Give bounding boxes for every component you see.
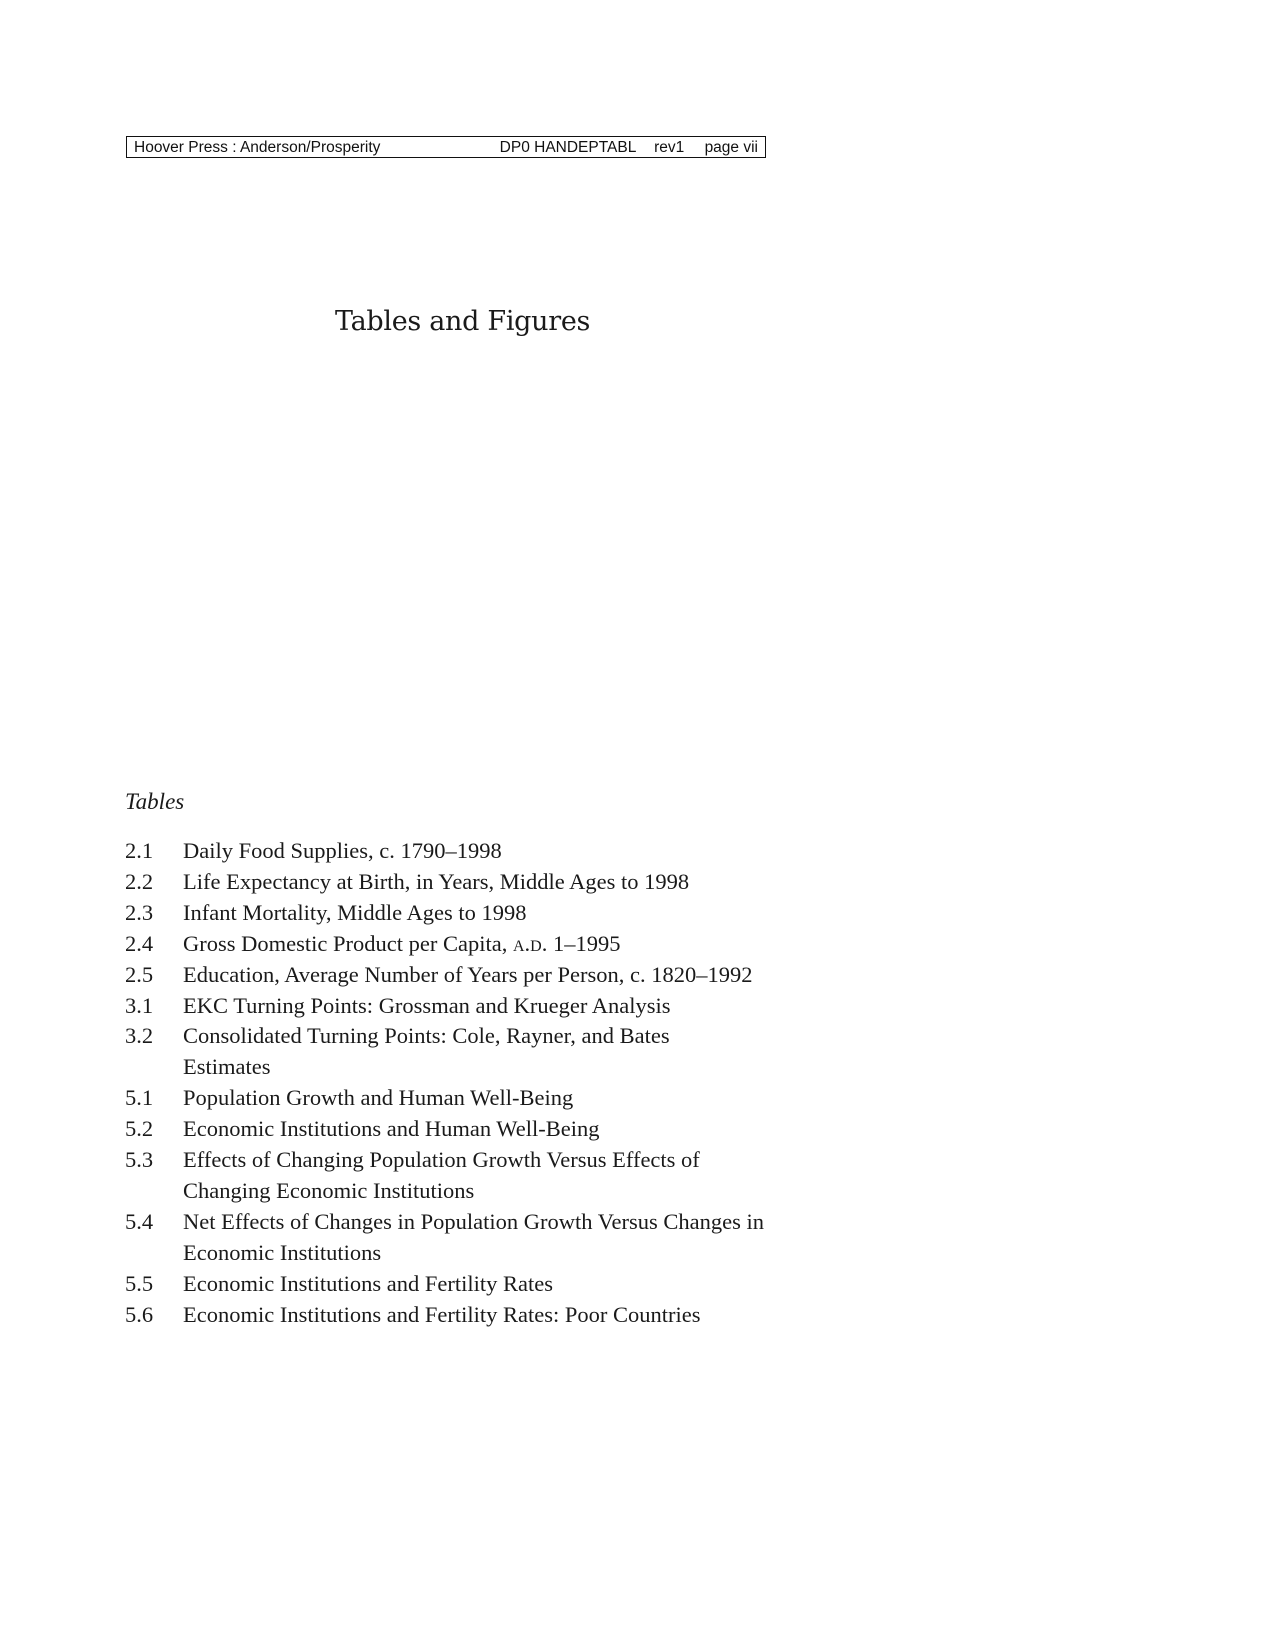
item-number: 5.2 bbox=[125, 1116, 154, 1142]
item-number: 2.2 bbox=[125, 868, 154, 894]
list-item bbox=[125, 1021, 805, 1083]
page-title: Tables and Figures bbox=[335, 306, 591, 337]
item-title: Daily Food Supplies, c. 1790–1998 bbox=[183, 838, 502, 863]
list-item bbox=[125, 898, 805, 929]
slug-publisher-project: Hoover Press : Anderson/Prosperity bbox=[134, 139, 381, 156]
item-title: Economic Institutions and Human Well-Being bbox=[183, 1116, 600, 1142]
item-number: 2.5 bbox=[125, 961, 154, 987]
printer-slug-header bbox=[126, 136, 766, 158]
list-item bbox=[125, 1114, 805, 1145]
list-item bbox=[125, 991, 805, 1022]
item-title: EKC Turning Points: Grossman and Krueger Analysis bbox=[183, 992, 671, 1018]
list-item bbox=[125, 1269, 805, 1300]
item-number: 2.4 bbox=[125, 930, 154, 956]
item-title: Consolidated Turning Points: Cole, Rayner, and Bates Estimates bbox=[183, 1023, 670, 1080]
item-title: Effects of Changing Population Growth Versus Effects of Changing Economic Institutions bbox=[183, 1147, 700, 1203]
item-title: Population Growth and Human Well-Being bbox=[183, 1085, 574, 1111]
item-number: 5.3 bbox=[125, 1147, 154, 1173]
slug-page-label: page vii bbox=[704, 139, 758, 156]
list-item bbox=[125, 867, 805, 898]
item-title-small-caps: a.d. bbox=[512, 930, 548, 956]
item-title: Net Effects of Changes in Population Growth Versus Changes in Economic Institutions bbox=[183, 1208, 764, 1265]
item-title-part: Gross Domestic Product per Capita, bbox=[183, 930, 513, 956]
item-title: Life Expectancy at Birth, in Years, Middle Ages to 1998 bbox=[183, 868, 690, 894]
item-title-part: 1–1995 bbox=[547, 930, 621, 956]
list-item bbox=[125, 960, 805, 991]
item-number: 2.1 bbox=[125, 838, 154, 863]
list-item bbox=[125, 1207, 805, 1269]
tables-list bbox=[125, 836, 805, 1331]
slug-file-code: DP0 HANDEPTABL bbox=[499, 139, 636, 156]
slug-revision: rev1 bbox=[654, 139, 685, 156]
item-title: Infant Mortality, Middle Ages to 1998 bbox=[183, 899, 527, 925]
section-heading-tables: Tables bbox=[125, 789, 185, 814]
list-item bbox=[125, 1145, 805, 1207]
item-title bbox=[183, 929, 783, 960]
item-number: 5.6 bbox=[125, 1301, 154, 1327]
list-item bbox=[125, 1300, 805, 1331]
item-number: 3.2 bbox=[125, 1023, 154, 1049]
slug-right-group bbox=[500, 138, 758, 157]
item-title: Economic Institutions and Fertility Rates: Poor Countries bbox=[183, 1301, 701, 1327]
item-number: 3.1 bbox=[125, 992, 154, 1018]
item-number: 2.3 bbox=[125, 899, 154, 925]
item-number: 5.5 bbox=[125, 1270, 154, 1296]
list-item bbox=[125, 836, 805, 867]
item-number: 5.1 bbox=[125, 1085, 154, 1111]
item-title: Economic Institutions and Fertility Rates bbox=[183, 1270, 553, 1296]
list-item bbox=[125, 1083, 805, 1114]
item-number: 5.4 bbox=[125, 1208, 154, 1234]
item-title: Education, Average Number of Years per Person, c. 1820–1992 bbox=[183, 961, 753, 987]
list-item bbox=[125, 929, 805, 960]
